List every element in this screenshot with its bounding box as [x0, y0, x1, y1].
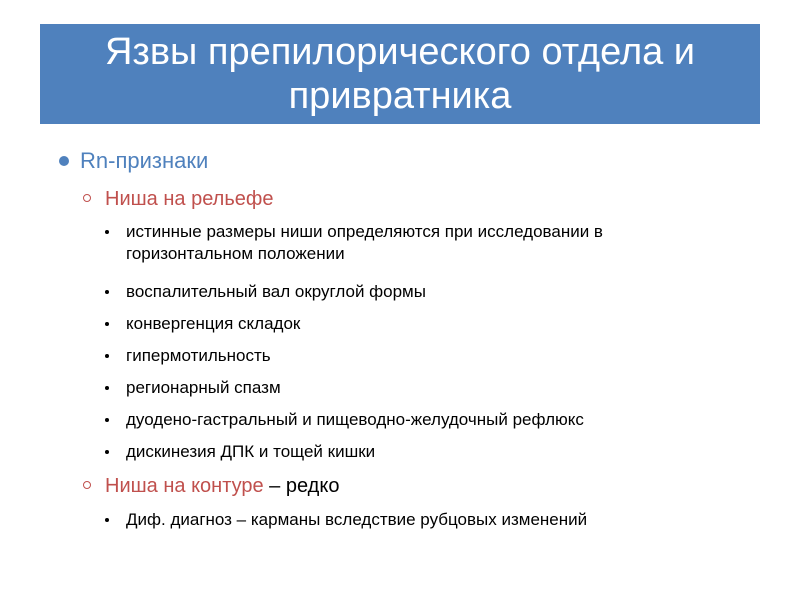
section1-item-5: дуодено-гастральный и пищеводно-желудочный рефлюкс — [126, 410, 584, 429]
section1-item-2: конвергенция складок — [126, 314, 301, 333]
level1-label: Rn-признаки — [80, 148, 209, 173]
slide-title: Язвы препилорического отдела и привратника — [104, 31, 696, 117]
section1-heading: Ниша на рельефе — [105, 188, 274, 210]
level3-bullet-icon — [105, 518, 109, 522]
level3-bullet-icon — [105, 322, 109, 326]
level1-item — [80, 148, 208, 174]
level3-bullet-icon — [105, 418, 109, 422]
section1-item-1: воспалительный вал округлой формы — [126, 282, 426, 301]
section1-item-0: истинные размеры ниши определяются при исследовании в горизонтальном положении — [126, 222, 603, 263]
level3-bullet-icon — [105, 386, 109, 390]
section1-item-4: регионарный спазм — [126, 378, 281, 397]
level3-bullet-icon — [105, 290, 109, 294]
level2-ring-bullet-icon — [83, 481, 91, 489]
section2-heading: Ниша на контуре — [105, 475, 264, 497]
section2-item-0: Диф. диагноз – карманы вследствие рубцовых изменений — [126, 510, 588, 529]
level3-bullet-icon — [105, 230, 109, 234]
section1-item-6: дискинезия ДПК и тощей кишки — [126, 442, 376, 461]
level1-bullet-icon — [59, 156, 69, 166]
section1-heading-row — [105, 187, 273, 211]
level2-ring-bullet-icon — [83, 194, 91, 202]
section2-heading-suffix: – редко — [263, 475, 340, 497]
level3-bullet-icon — [105, 450, 109, 454]
section2-heading-row — [105, 474, 339, 498]
section1-item-3: гипермотильность — [126, 346, 271, 365]
level3-bullet-icon — [105, 354, 109, 358]
